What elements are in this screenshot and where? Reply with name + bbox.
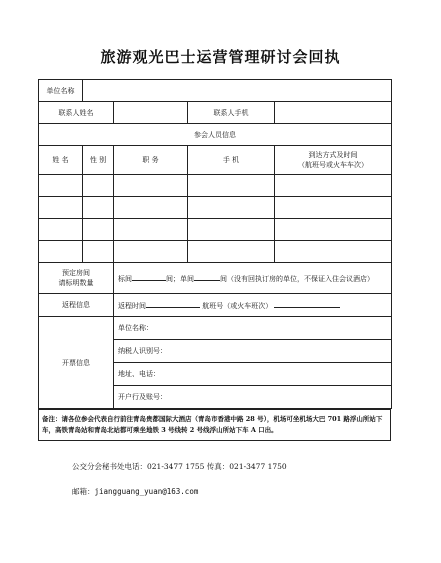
attendee-row xyxy=(39,219,392,241)
attendee-mobile-cell[interactable] xyxy=(188,197,275,219)
attendee-name-cell[interactable] xyxy=(39,219,83,241)
email-label: 邮箱： xyxy=(72,487,95,496)
return-field[interactable] xyxy=(114,294,392,317)
double-room-blank[interactable] xyxy=(132,273,166,281)
attendee-row xyxy=(39,241,392,263)
room-booking-field[interactable] xyxy=(114,263,392,294)
attendee-gender-cell[interactable] xyxy=(83,175,114,197)
room-text-a: 标间 xyxy=(118,274,132,283)
attendee-mobile-cell[interactable] xyxy=(188,219,275,241)
invoice-label: 开票信息 xyxy=(39,317,114,409)
col-position-header: 职 务 xyxy=(114,146,188,175)
note-prefix: 备注： xyxy=(42,415,62,423)
attendee-name-cell[interactable] xyxy=(39,175,83,197)
invoice-field[interactable]: 开户行及账号： xyxy=(114,386,392,409)
contact-email-line xyxy=(72,486,198,497)
room-text-c: 间（没有回执订房的单位，不保证入住会议酒店） xyxy=(220,274,374,283)
room-text-b: 间；单间 xyxy=(166,274,194,283)
return-flight-label: 航班号（或火车班次） xyxy=(202,301,273,310)
attendee-gender-cell[interactable] xyxy=(83,241,114,263)
return-flight-blank[interactable] xyxy=(274,300,340,308)
attendee-gender-cell[interactable] xyxy=(83,197,114,219)
unit-name-label: 单位名称 xyxy=(39,80,83,102)
invoice-field[interactable]: 纳税人识别号： xyxy=(114,340,392,363)
room-label-line2: 请标明数量 xyxy=(58,279,94,287)
attendee-position-cell[interactable] xyxy=(114,197,188,219)
arrival-header-line2: （航班号或火车车次） xyxy=(298,161,368,169)
contact-phone-line: 公交分会秘书处电话：021-3477 1755 传真：021-3477 1750 xyxy=(72,462,287,471)
attendee-arrival-cell[interactable] xyxy=(275,241,392,263)
attendee-gender-cell[interactable] xyxy=(83,219,114,241)
room-label xyxy=(39,263,114,294)
attendee-position-cell[interactable] xyxy=(114,175,188,197)
attendee-row xyxy=(39,197,392,219)
invoice-field[interactable]: 单位名称： xyxy=(114,317,392,340)
single-room-blank[interactable] xyxy=(194,273,220,281)
attendee-name-cell[interactable] xyxy=(39,241,83,263)
page-title: 旅游观光巴士运营管理研讨会回执 xyxy=(100,48,341,66)
attendee-position-cell[interactable] xyxy=(114,219,188,241)
return-time-blank[interactable] xyxy=(146,300,200,308)
contact-name-field[interactable] xyxy=(114,102,188,124)
col-gender-header: 性 别 xyxy=(83,146,114,175)
col-arrival-header xyxy=(275,146,392,175)
contact-phone-field[interactable] xyxy=(275,102,392,124)
invoice-field[interactable]: 地址、电话： xyxy=(114,363,392,386)
unit-name-field[interactable] xyxy=(83,80,392,102)
return-label: 返程信息 xyxy=(39,294,114,317)
email-link[interactable]: jiangguang_yuan@163.com xyxy=(94,487,199,496)
note-text: 请各位参会代表自行前往青岛贵都国际大酒店（青岛市香港中路 28 号），机场可坐机场大巴 701 路浮山所站下车，高铁青岛站和青岛北站都可乘坐地铁 3 号线转 2 号线浮山所站下车 A 口出。 xyxy=(42,415,383,434)
arrival-header-line1: 到达方式及时间 xyxy=(308,151,358,159)
attendee-name-cell[interactable] xyxy=(39,197,83,219)
attendees-section-title: 参会人员信息 xyxy=(39,124,392,146)
attendee-mobile-cell[interactable] xyxy=(188,175,275,197)
return-time-label: 返程时间 xyxy=(118,301,146,310)
col-mobile-header: 手 机 xyxy=(188,146,275,175)
attendee-row xyxy=(39,175,392,197)
attendee-position-cell[interactable] xyxy=(114,241,188,263)
contact-name-label: 联系人姓名 xyxy=(39,102,114,124)
attendee-arrival-cell[interactable] xyxy=(275,197,392,219)
contact-phone-label: 联系人手机 xyxy=(188,102,275,124)
receipt-form xyxy=(38,79,392,409)
attendee-mobile-cell[interactable] xyxy=(188,241,275,263)
attendee-arrival-cell[interactable] xyxy=(275,175,392,197)
room-label-line1: 预定房间 xyxy=(62,269,90,277)
note-box xyxy=(38,409,391,441)
attendee-arrival-cell[interactable] xyxy=(275,219,392,241)
col-name-header: 姓 名 xyxy=(39,146,83,175)
